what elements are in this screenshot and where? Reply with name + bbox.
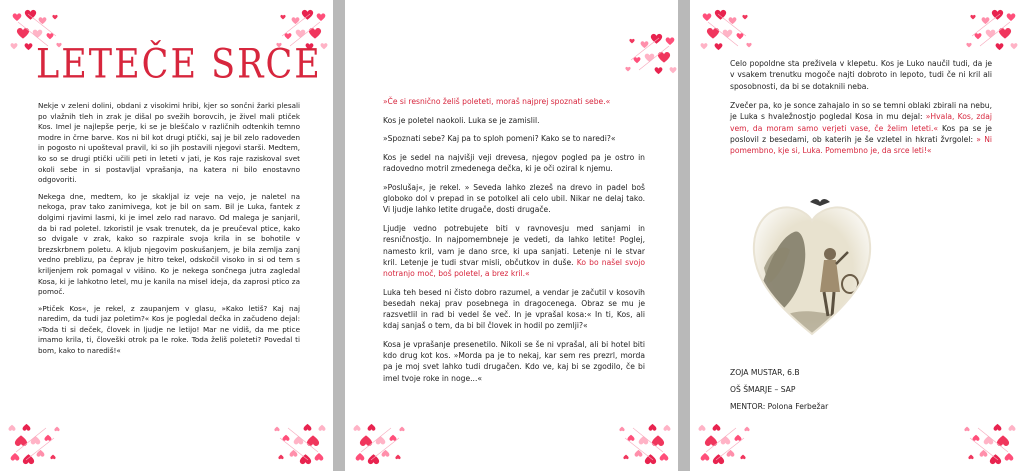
credits <box>730 368 828 419</box>
hearts-decoration-icon <box>960 6 1020 56</box>
paragraph: Kos je poletel naokoli. Luka se je zamislil. <box>383 115 540 125</box>
page-1-text <box>38 101 300 363</box>
paragraph: Celo popoldne sta preživela v klepetu. Kos je Luko naučil tudi, da je v vsakem trenutku mogoče najti dobroto in lepoto, tudi če ni kril ali sposobnosti, da bi se dotaknili neba. <box>730 59 992 91</box>
paragraph-text: Zvečer pa, ko je sonce zahajalo in so se temni oblaki zbirali na nebu, je Luka s hvaležnostjo pogledal Kosa in mu dejal: <box>730 100 992 122</box>
author-line: ZOJA MUSTAR, 6.B <box>730 368 800 377</box>
page-3-text <box>730 58 992 164</box>
hearts-decoration-icon <box>613 418 673 468</box>
hearts-decoration-icon <box>351 418 411 468</box>
hearts-decoration-icon <box>958 418 1018 468</box>
heart-illustration <box>750 188 874 338</box>
paragraph <box>730 100 992 157</box>
paragraph: »Spoznati sebe? Kaj pa to sploh pomeni? Kako se to naredi?« <box>383 134 616 144</box>
paragraph: Nekega dne, medtem, ko je skakljal iz veje na vejo, je naletel na nekoga, prav tako zanimivega, kot je bil on sam. Bil je Luka, fantek z dolgimi rjavimi lasmi, ki je imel zelo rad naravo. Od malega je sanjaril, da bi rad poletel. Izkoristil je vsak trenutek, da je preučeval ptice, kako so dvigale v zrak, kako so razpirale svoja krila in se bohotile v brezskrbnem poletu. A kljub njegovim poskušanjem, je bila zemlja zanj vedno preblizu, pa čeprav je hitro tekel, odskočil visoko in si od tem s kriljenjem rok pomagal v višino. Ko je nekega sončnega jutra zagledal Kosa, ki je lahkotno letel, mu je kanila na misel ideja, da zaprosi ptico za pomoč. <box>38 191 300 297</box>
paragraph: Nekje v zeleni dolini, obdani z visokimi hribi, kjer so sončni žarki plesali po vlažnih tleh in zrak je dišal po svežih borovcih, je živel mali ptiček Kos. Imel je najlepše perje, ki se je bleščalo v različnih odtenkih temno modre in črne barve. Kos ni bil kot drugi ptički, saj je bil zelo radoveden in pogosto ni upošteval pravil, ki so jih postavili njegovi starši. Medtem, ko so se drugi ptički učili peti in leteti v jati, je Kos raje raziskoval svet okoli sebe in si postavljal vprašanja, na katera ni bilo enostavno odgovoriti. <box>38 101 300 185</box>
highlighted-text: »Hvala, Kos, zdaj vem, da moram samo verjeti vase, če želim leteti.« <box>730 112 992 133</box>
paragraph: »Poslušaj«, je rekel. » Seveda lahko zlezeš na drevo in padel boš globoko dol v prepad in se potolkel ali celo ubil. Nikar ne delaj tako. Vi ljudje lahko letite drugače, dosti drugače. <box>383 183 645 215</box>
bird-icon <box>810 199 830 206</box>
hearts-decoration-icon <box>268 418 328 468</box>
highlighted-text: Ko bo našel svojo notranjo moč, boš poletel, a brez kril.« <box>383 257 646 278</box>
hearts-decoration-icon <box>696 418 756 468</box>
paragraph: »Če si resnično želiš poleteti, moraš najprej spoznati sebe.« <box>383 97 611 106</box>
school-line: OŠ ŠMARJE – SAP <box>730 385 796 394</box>
highlighted-text: » Ni pomembno, kje si, Luka. Pomembno je, da srce leti!« <box>730 134 993 156</box>
paragraph: Kosa je vprašanje presenetilo. Nikoli se še ni vprašal, ali bi hotel biti kdo drug kot kos. »Morda pa je to nekaj, kar sem res prezrl, morda pa je moj svet lahko tudi drugačen. Kdo ve, kaj bi se zgodilo, če bi imel tvoje roke in noge...« <box>383 339 645 383</box>
paragraph: Kos je sedel na najvišji veji drevesa, njegov pogled pa je ostro in radovedno motril zmedenega dečka, ki je oči oziral k njemu. <box>383 153 645 174</box>
hearts-decoration-icon <box>619 30 678 80</box>
mentor-line: MENTOR: Polona Ferbežar <box>730 402 829 411</box>
story-title: LETEČE SRCE <box>36 42 322 88</box>
paragraph <box>383 223 645 279</box>
page-1 <box>0 0 333 471</box>
hearts-decoration-icon <box>698 6 758 56</box>
page-3 <box>690 0 1024 471</box>
hearts-decoration-icon <box>6 418 66 468</box>
paragraph: »Ptiček Kos«, je rekel, z zaupanjem v glasu, »Kako letiš? Kaj naj naredim, da tudi jaz poletim?« Kos je pogledal dečka in začudeno dejal: »Toda ti si deček, človek in ljudje ne letijo! Mar ne vidiš, da me ptice imamo krila, ti, človeški otrok pa le roke. Toda želiš poleteti? Povedal ti bom, kako to narediš!« <box>38 303 300 356</box>
paragraph: Luka teh besed ni čisto dobro razumel, a vendar je začutil v kosovih besedah nekaj prav posebnega in dragocenega. Obraz se mu je razsvetlil in rad bi vedel še več. In je vprašal kosa:« In ti, Kos, ali kdaj sanjaš o tem, da bi bil človek in hodil po zemlji?« <box>383 287 645 331</box>
page-2 <box>345 0 678 471</box>
paragraph-text: Ljudje vedno potrebujete biti v ravnovesju med sanjami in resničnostjo. In najpomembneje je vedeti, da lahko letite! Poglej, namesto kril, vam je dano srce, ki upa sanjati. Letenje ni le stvar kril. Letenje je tudi stvar misli, občutkov in duše. <box>383 224 645 267</box>
paragraph-text: Kos pa se je poslovil z besedami, ob katerih je še vzletel in hkrati žvrgolel: <box>730 123 992 144</box>
page-2-text <box>383 96 645 391</box>
